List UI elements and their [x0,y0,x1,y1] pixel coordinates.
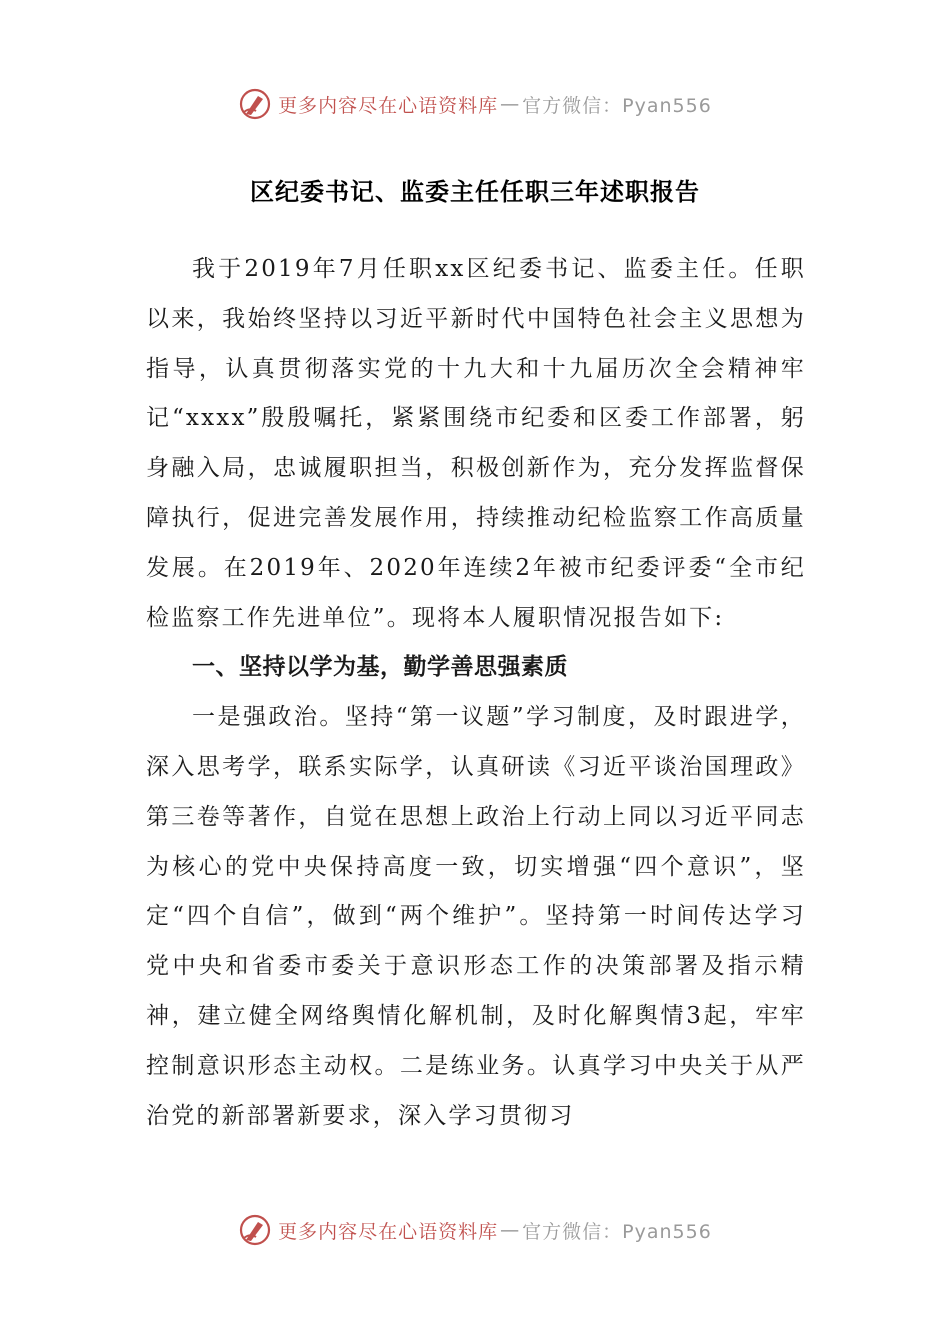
header-watermark [0,84,950,124]
watermark-site-text: 更多内容尽在心语资料库 [278,1220,499,1243]
pen-nib-logo-icon [238,1213,272,1247]
pen-nib-logo-icon [238,87,272,121]
document-body [146,245,806,1141]
watermark-dash: — [500,93,521,115]
section-heading: 一、坚持以学为基，勤学善思强素质 [192,654,568,681]
section-paragraph: 一是强政治。坚持“第一议题”学习制度，及时跟进学，深入思考学，联系实际学，认真研读《习近平谈治国理政》第三卷等著作，自觉在思想上政治上行动上同以习近平同志为核心的党中央保持高度一致，切实增强“四个意识”，坚定“四个自信”，做到“两个维护”。坚持第一时间传达学习党中央和省委市委关于意识形态工作的决策部署及指示精神，建立健全网络舆情化解机制，及时化解舆情3起，牢牢控制意识形态主动权。二是练业务。认真学习中央关于从严治党的新部署新要求，深入学习贯彻习 [146,704,806,1129]
watermark-wechat-text: 官方微信：Pyan556 [522,1220,712,1243]
watermark-wechat-text: 官方微信：Pyan556 [522,94,712,117]
footer-watermark [0,1210,950,1250]
watermark-site-text: 更多内容尽在心语资料库 [278,94,499,117]
document-title: 区纪委书记、监委主任任职三年述职报告 [250,177,700,206]
watermark-dash: — [500,1219,521,1241]
intro-paragraph: 我于2019年7月任职xx区纪委书记、监委主任。任职以来，我始终坚持以习近平新时代中国特色社会主义思想为指导，认真贯彻落实党的十九大和十九届历次全会精神牢记“xxxx”殷殷嘱托，紧紧围绕市纪委和区委工作部署，躬身融入局，忠诚履职担当，积极创新作为，充分发挥监督保障执行，促进完善发展作用，持续推动纪检监察工作高质量发展。在2019年、2020年连续2年被市纪委评委“全市纪检监察工作先进单位”。现将本人履职情况报告如下: [146,256,806,631]
